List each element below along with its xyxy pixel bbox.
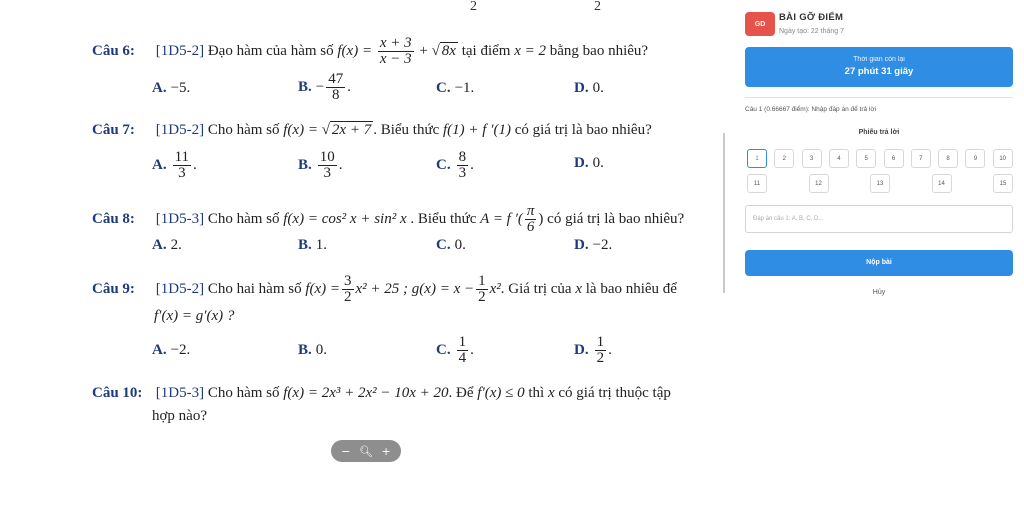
math-expr: f(x) = bbox=[337, 42, 373, 59]
question-number-button[interactable]: 4 bbox=[829, 149, 849, 168]
question-number-button[interactable]: 3 bbox=[802, 149, 822, 168]
question-text: Cho hàm số bbox=[207, 122, 280, 138]
question-label: Câu 9: bbox=[92, 280, 135, 297]
answer-sheet-title: Phiếu trả lời bbox=[858, 129, 900, 136]
math-expr: f(1) + f ′(1) bbox=[443, 122, 511, 138]
option: C. $\frac{1}{4}$ . bbox=[436, 334, 474, 366]
question-10-line2: hợp nào? bbox=[152, 408, 207, 424]
question-code: [1D5-3] bbox=[155, 385, 205, 401]
option: C. −1. bbox=[436, 80, 475, 96]
option: D. 0. bbox=[574, 80, 604, 96]
question-text: Cho hàm số bbox=[207, 210, 280, 227]
question-hint: Câu 1 (0.66667 điểm): Nhập đáp án để trả lời bbox=[745, 106, 877, 113]
option: A. 2. bbox=[152, 237, 182, 253]
question-number-button[interactable]: 6 bbox=[884, 149, 904, 168]
question-text: Biểu thức bbox=[380, 122, 440, 138]
question-text: Cho hai hàm số bbox=[207, 280, 302, 297]
option: A. −2. bbox=[152, 342, 191, 358]
question-number-button[interactable]: 2 bbox=[774, 149, 794, 168]
frac-num: x + 3 bbox=[379, 35, 412, 51]
question-7: Câu 7: [1D5-2] Cho hàm số f(x) = √ 2x + 7 . Biểu thức f(1) + f ′(1) có giá trị là bao nhiêu? bbox=[92, 122, 652, 138]
math-root: 2x + 7 bbox=[331, 122, 372, 138]
option: B. 1. bbox=[298, 237, 328, 253]
question-text: có giá trị là bao nhiêu? bbox=[547, 210, 685, 227]
math-root: 8x bbox=[441, 42, 456, 59]
option: C. $\frac{8}{3}$ . bbox=[436, 149, 474, 181]
question-6: Câu 6: [1D5-2] Đạo hàm của hàm số f(x) = $\frac{x + 3}{x - 3}$ + √ 8x tại điểm x = 2 bằng bao nhiêu? bbox=[92, 35, 649, 67]
question-number-button[interactable]: 15 bbox=[993, 174, 1013, 193]
timer-value: 27 phút 31 giây bbox=[844, 66, 914, 77]
answer-panel bbox=[738, 0, 1024, 518]
quiz-title: BÀI GỠ ĐIỂM bbox=[779, 12, 844, 23]
math-op: + bbox=[419, 42, 428, 59]
question-text: tại điểm bbox=[461, 42, 511, 59]
countdown-timer bbox=[745, 47, 1013, 87]
question-number-button[interactable]: 13 bbox=[870, 174, 890, 193]
question-9: Câu 9: [1D5-2] Cho hai hàm số f(x) = $\frac{3}{2}$ x² + 25 ; g(x) = x − $\frac{1}{2}$ x². Giá trị của x là bao nhiêu để bbox=[92, 273, 677, 305]
question-text: Đạo hàm của hàm số bbox=[207, 42, 334, 59]
frac-den: x − 3 bbox=[379, 51, 412, 67]
question-text: Cho hàm số bbox=[207, 385, 280, 401]
zoom-in-button[interactable]: + bbox=[381, 444, 391, 458]
question-label: Câu 7: bbox=[92, 122, 135, 138]
question-label: Câu 6: bbox=[92, 42, 135, 59]
question-text: có giá trị là bao nhiêu? bbox=[514, 122, 652, 138]
quiz-badge: GD bbox=[745, 12, 775, 36]
question-text: bằng bao nhiêu? bbox=[549, 42, 649, 59]
quiz-created-date: Ngày tạo: 22 tháng 7 bbox=[779, 28, 844, 35]
question-8: Câu 8: [1D5-3] Cho hàm số f(x) = cos² x + sin² x . Biểu thức A = f ′( $\frac{\pi}{6}$ ) có giá trị là bao nhiêu? bbox=[92, 203, 685, 235]
option: B. $\frac{10}{3}$ . bbox=[298, 149, 343, 181]
option: B. − $\frac{47}{8}$ . bbox=[298, 71, 351, 103]
question-number-button[interactable]: 5 bbox=[856, 149, 876, 168]
question-number-button[interactable]: 10 bbox=[993, 149, 1013, 168]
option: A. $\frac{11}{3}$ . bbox=[152, 149, 197, 181]
question-code: [1D5-2] bbox=[155, 280, 205, 297]
magnifier-icon[interactable]: 🔍︎ bbox=[359, 444, 373, 458]
question-number-button[interactable]: 1 bbox=[747, 149, 767, 168]
option: D. 0. bbox=[574, 155, 604, 171]
question-number-button[interactable]: 7 bbox=[911, 149, 931, 168]
question-code: [1D5-2] bbox=[155, 42, 205, 59]
option: C. 0. bbox=[436, 237, 466, 253]
option: B. 0. bbox=[298, 342, 328, 358]
question-label: Câu 10: bbox=[92, 385, 143, 401]
math-expr: f(x) = bbox=[283, 122, 318, 138]
question-text: . Biểu thức bbox=[410, 210, 477, 227]
cancel-button[interactable]: Hủy bbox=[872, 289, 886, 296]
question-text: là bao nhiêu để bbox=[585, 280, 677, 297]
divider bbox=[745, 97, 1013, 98]
answer-input[interactable]: Đáp án câu 1: A, B, C, D... bbox=[745, 205, 1013, 233]
panel-divider[interactable] bbox=[723, 133, 725, 293]
page-fragment: 2 bbox=[594, 0, 601, 14]
question-number-button[interactable]: 12 bbox=[809, 174, 829, 193]
option: D. −2. bbox=[574, 237, 613, 253]
question-number-button[interactable]: 14 bbox=[932, 174, 952, 193]
question-code: [1D5-2] bbox=[155, 122, 205, 138]
submit-button[interactable]: Nộp bài bbox=[745, 250, 1013, 276]
question-number-button[interactable]: 11 bbox=[747, 174, 767, 193]
option: D. $\frac{1}{2}$ . bbox=[574, 334, 612, 366]
question-number-button[interactable]: 8 bbox=[938, 149, 958, 168]
math-fraction bbox=[378, 36, 414, 67]
question-code: [1D5-3] bbox=[155, 210, 205, 227]
question-number-button[interactable]: 9 bbox=[965, 149, 985, 168]
timer-label: Thời gian còn lại bbox=[853, 56, 905, 63]
page-fragment: 2 bbox=[470, 0, 477, 14]
question-label: Câu 8: bbox=[92, 210, 135, 227]
math-expr: x = 2 bbox=[514, 42, 546, 59]
question-10: Câu 10: [1D5-3] Cho hàm số f(x) = 2x³ + 2x² − 10x + 20. Để f′(x) ≤ 0 thì x có giá trị thuộc tập bbox=[92, 385, 671, 401]
zoom-control bbox=[331, 440, 401, 462]
math-expr: A = f ′( bbox=[480, 210, 523, 227]
zoom-out-button[interactable]: − bbox=[341, 444, 351, 458]
option: A. −5. bbox=[152, 80, 191, 96]
math-expr: f(x) = cos² x + sin² x bbox=[283, 210, 407, 227]
question-9-line2: f′(x) = g′(x) ? bbox=[154, 308, 235, 324]
